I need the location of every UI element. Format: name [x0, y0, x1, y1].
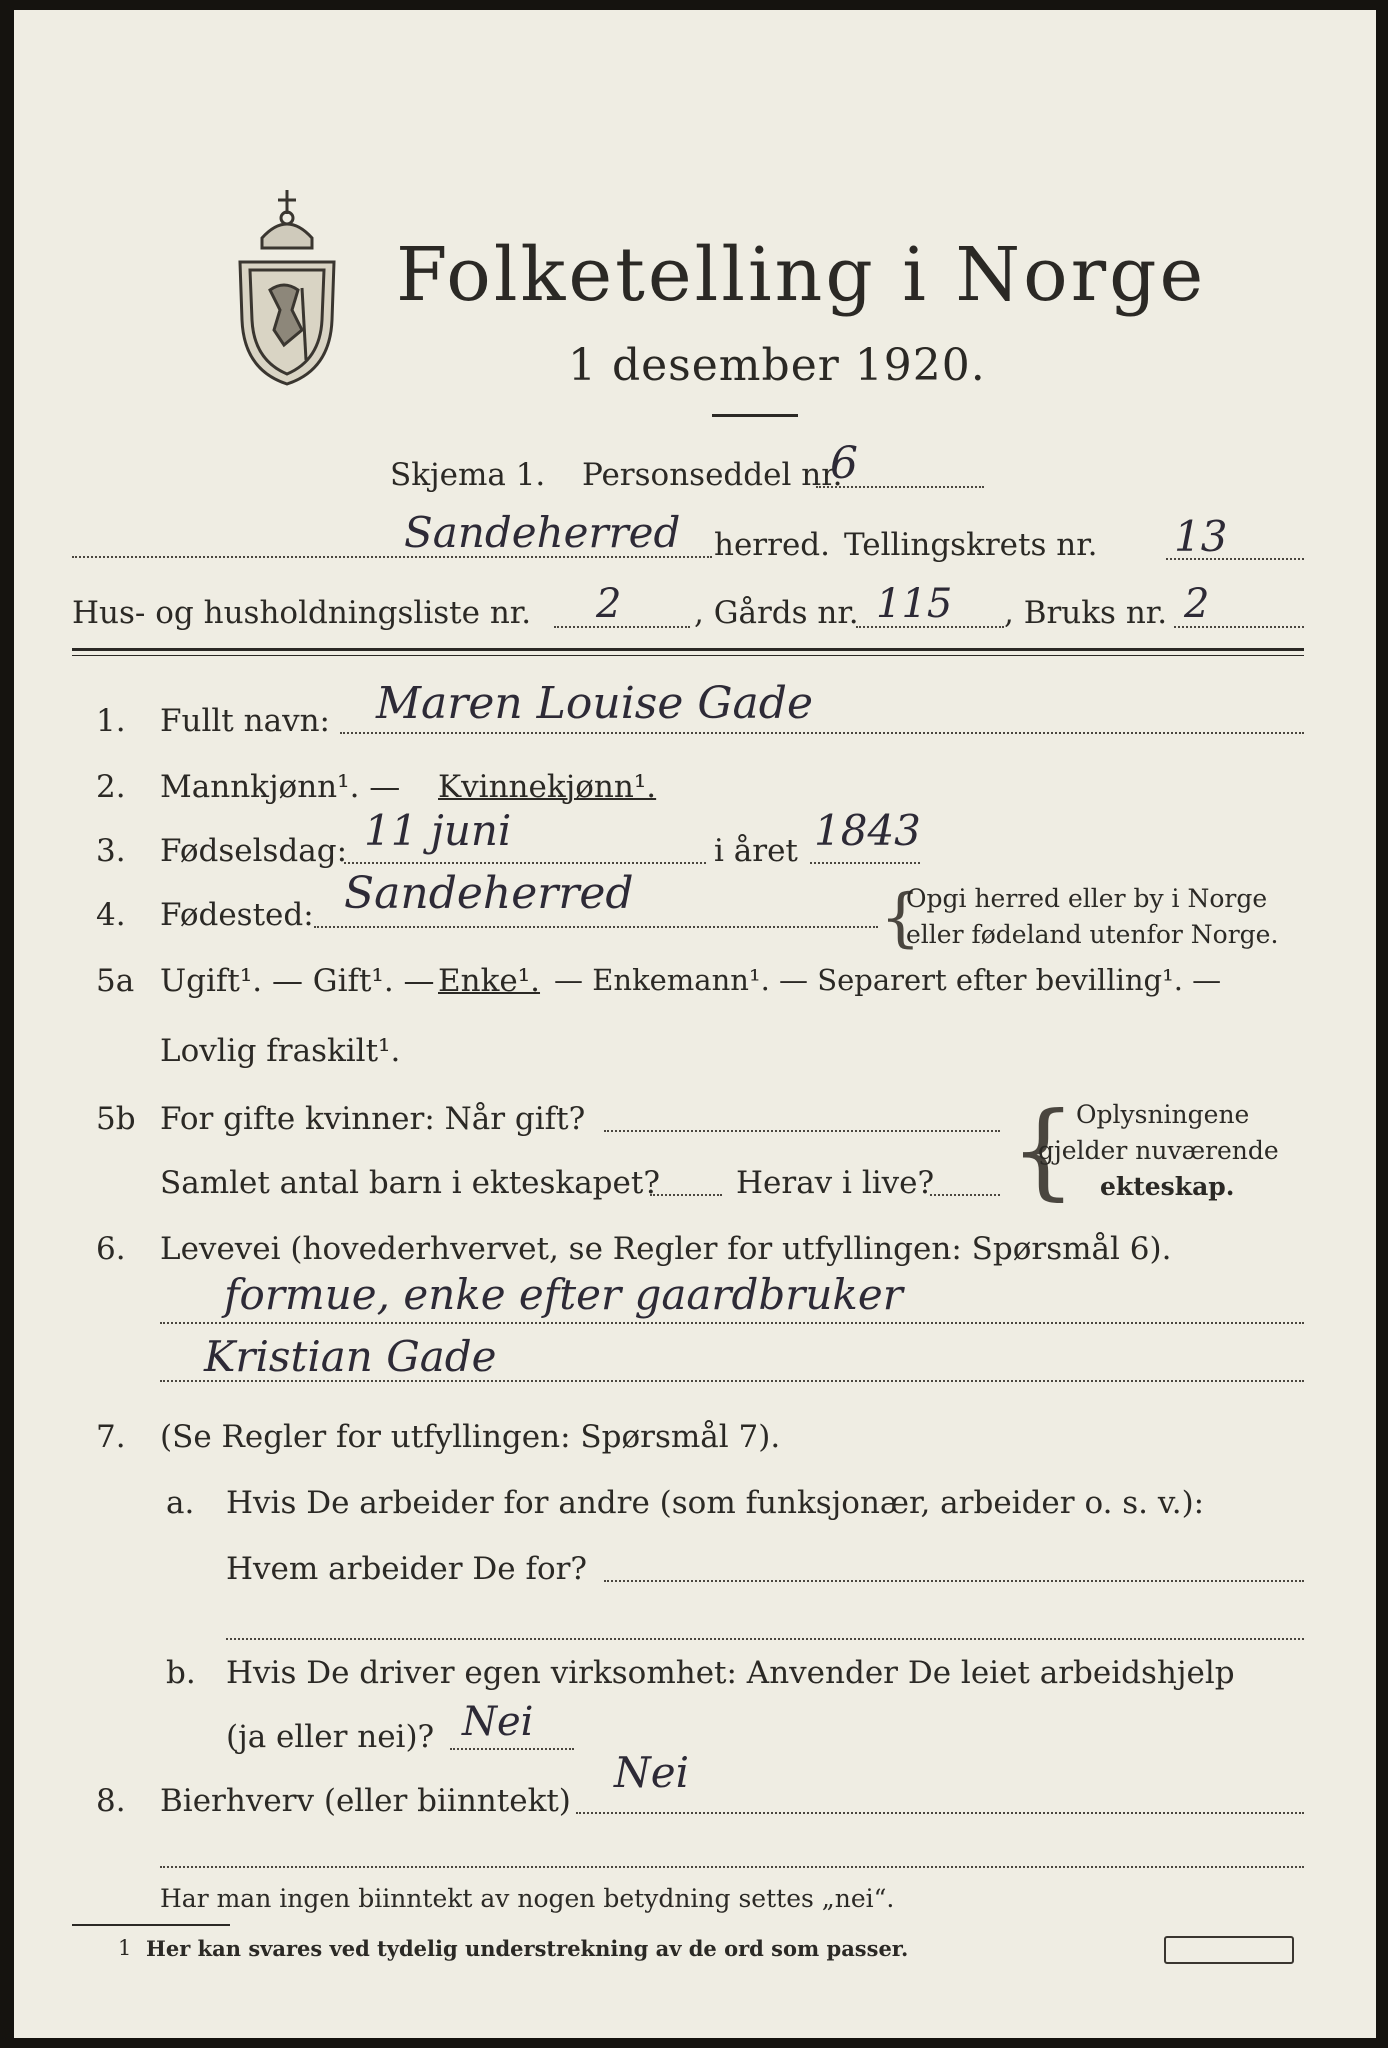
q8-number: 8. [96, 1783, 126, 1819]
q4-number: 4. [96, 897, 126, 933]
gards-value: 115 [876, 581, 953, 627]
q5b-note-line2: gjelder nuværende [1038, 1136, 1279, 1165]
bruks-label: , Bruks nr. [1004, 595, 1168, 631]
q5b-note-line3: ekteskap. [1100, 1172, 1235, 1201]
personseddel-label: Personseddel nr. [582, 457, 843, 493]
q8-value: Nei [614, 1748, 690, 1797]
q4-line [314, 926, 878, 928]
q5b-brace: { [1010, 1089, 1077, 1211]
q1-number: 1. [96, 703, 126, 739]
q5a-options-pre: Ugift¹. — Gift¹. — [160, 963, 435, 999]
q3-year-line [810, 862, 920, 864]
q5b-children-alive-line [930, 1194, 1000, 1196]
q4-value: Sandeherred [344, 868, 634, 919]
q8-extra-line [160, 1866, 1304, 1868]
q7a-line1: Hvis De arbeider for andre (som funksjonær, arbeider o. s. v.): [226, 1485, 1205, 1521]
q6-label: Levevei (hovederhvervet, se Regler for utfyllingen: Spørsmål 6). [160, 1231, 1172, 1267]
q7-label: (Se Regler for utfyllingen: Spørsmål 7). [160, 1419, 781, 1455]
herred-value: Sandeherred [404, 508, 681, 557]
q4-note-line2: eller fødeland utenfor Norge. [906, 920, 1279, 949]
q8-note: Har man ingen biinntekt av nogen betydning settes „nei“. [160, 1884, 895, 1913]
q7a-extra-line [226, 1638, 1304, 1640]
skjema-label: Skjema 1. [390, 457, 546, 493]
q2-number: 2. [96, 769, 126, 805]
q5a-enke: Enke¹. [438, 963, 541, 999]
q4-brace: { [880, 881, 921, 955]
q4-label: Fødested: [160, 897, 314, 933]
q5b-children-total: Samlet antal barn i ekteskapet? [160, 1165, 660, 1201]
hus-label: Hus- og husholdningsliste nr. [72, 595, 532, 631]
q7b-line1: Hvis De driver egen virksomhet: Anvender De leiet arbeidshjelp [226, 1655, 1235, 1691]
q5b-children-total-line [650, 1194, 722, 1196]
q2-female: Kvinnekjønn¹. [438, 769, 657, 805]
q3-year-value: 1843 [814, 806, 921, 855]
header-divider-top [72, 648, 1304, 651]
q4-note-line1: Opgi herred eller by i Norge [906, 884, 1268, 913]
herred-label: herred. [714, 527, 830, 563]
gards-label: , Gårds nr. [694, 595, 859, 631]
q8-label: Bierhverv (eller biinntekt) [160, 1783, 571, 1819]
footnote-text: Her kan svares ved tydelig understrekning av de ord som passer. [146, 1936, 909, 1961]
q5b-children-alive: Herav i live? [736, 1165, 935, 1201]
q5b-number: 5b [96, 1101, 136, 1137]
q3-number: 3. [96, 833, 126, 869]
q7-number: 7. [96, 1419, 126, 1455]
q5b-when-married-line [604, 1130, 1000, 1132]
bruks-value: 2 [1184, 581, 1210, 627]
hus-value: 2 [596, 581, 622, 627]
q1-label: Fullt navn: [160, 703, 330, 739]
footnote-number: 1 [118, 1936, 132, 1960]
q6-value-line1: formue, enke efter gaardbruker [224, 1270, 903, 1319]
q2-male: Mannkjønn¹. — [160, 769, 401, 805]
q3-line [344, 862, 706, 864]
q3-year-label: i året [714, 833, 798, 869]
q6-line1 [160, 1322, 1304, 1324]
form-title: Folketelling i Norge [396, 232, 1207, 318]
tellingskrets-label: Tellingskrets nr. [844, 527, 1098, 563]
q5a-options-post: — Enkemann¹. — Separert efter bevilling¹. — [554, 963, 1222, 997]
q8-line [576, 1812, 1304, 1814]
q7b-line2: (ja eller nei)? [226, 1719, 435, 1755]
q6-value-line2: Kristian Gade [204, 1332, 497, 1381]
q1-line [340, 732, 1304, 734]
q7b-line [450, 1748, 574, 1750]
coat-of-arms-icon [232, 170, 342, 388]
q6-number: 6. [96, 1231, 126, 1267]
q7a-line [604, 1580, 1304, 1582]
tellingskrets-value: 13 [1174, 512, 1228, 561]
census-date: 1 desember 1920. [568, 340, 986, 391]
hus-line [554, 626, 690, 628]
title-divider [712, 414, 798, 417]
q5a-line2: Lovlig fraskilt¹. [160, 1033, 401, 1069]
q7a-line2: Hvem arbeider De for? [226, 1551, 588, 1587]
q7a-number: a. [166, 1485, 195, 1521]
header-divider-bottom [72, 655, 1304, 656]
q7b-value: Nei [462, 1699, 534, 1745]
q3-value: 11 juni [364, 806, 512, 855]
q7b-number: b. [166, 1655, 196, 1691]
q1-value: Maren Louise Gade [376, 678, 813, 729]
q5a-number: 5a [96, 963, 135, 999]
q3-label: Fødselsdag: [160, 833, 348, 869]
personseddel-value: 6 [830, 438, 858, 489]
q5b-when-married: For gifte kvinner: Når gift? [160, 1101, 586, 1137]
census-form-page [14, 10, 1376, 2038]
footnote-divider [72, 1924, 230, 1926]
printer-stamp [1164, 1936, 1294, 1964]
q5b-note-line1: Oplysningene [1076, 1100, 1250, 1129]
